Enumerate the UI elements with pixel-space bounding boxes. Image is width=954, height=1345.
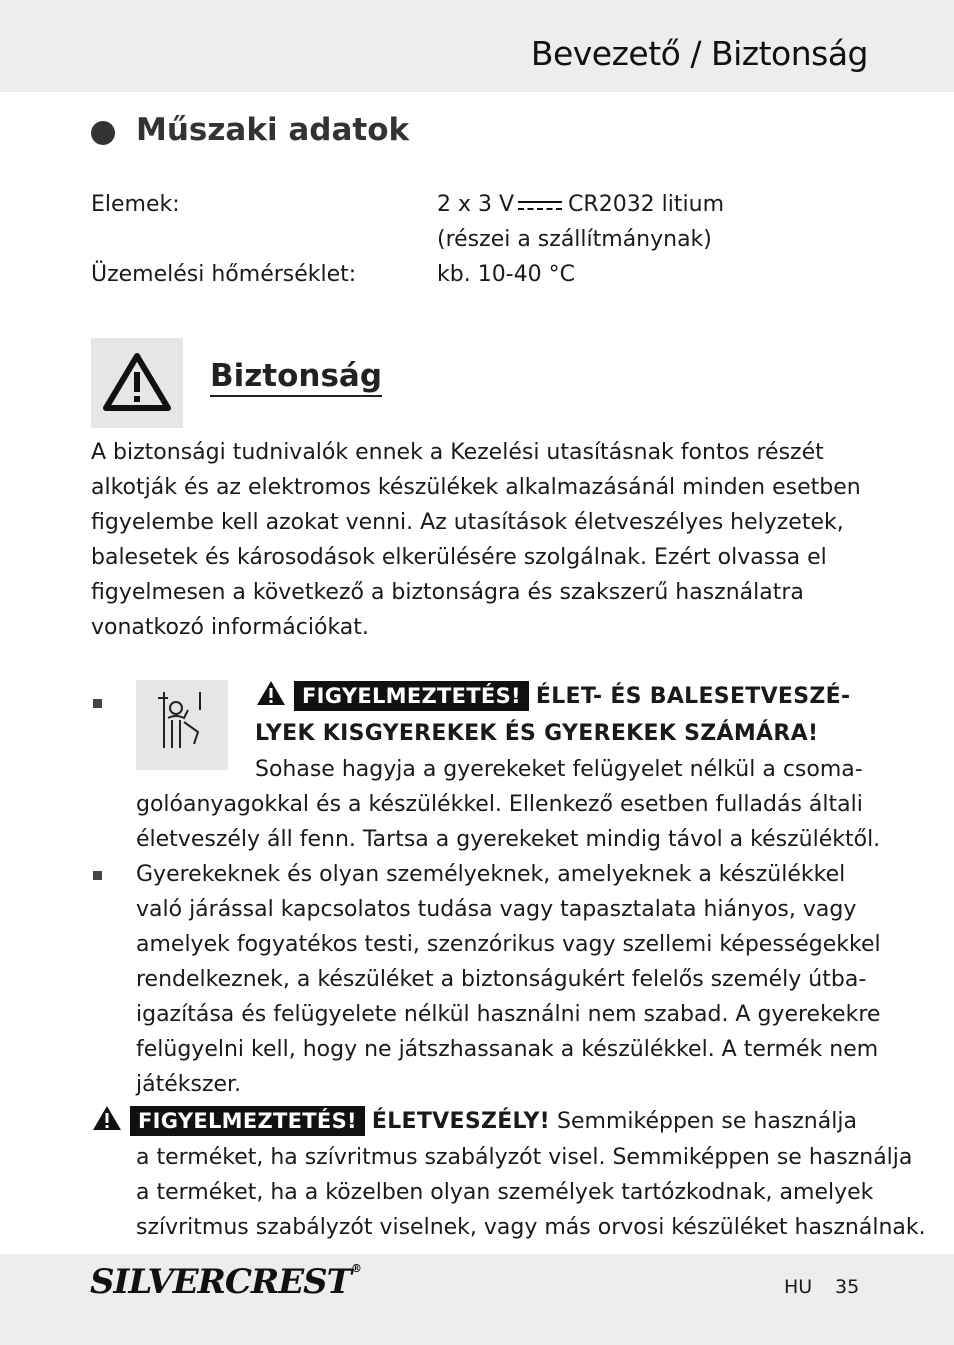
warning-triangle-icon	[255, 679, 287, 707]
page-number: 35	[835, 1276, 860, 1298]
safety-intro	[91, 435, 871, 645]
warning-badge: FIGYELMEZTETÉS!	[294, 681, 529, 711]
warning1-line: Sohase hagyja a gyerekeket felügyelet nélkül a csoma-	[255, 757, 863, 782]
warning2-line: szívritmus szabályzót viselnek, vagy más orvosi készüléket használnak.	[136, 1215, 926, 1240]
bullet2-line: felügyelni kell, hogy ne játszhassanak a készülékkel. A termék nem	[136, 1037, 879, 1062]
warning-triangle-icon	[91, 1104, 123, 1132]
safety-warning-box	[91, 338, 183, 428]
header-title: Bevezető / Biztonság	[530, 34, 868, 73]
warning1-heading: ÉLET- ÉS BALESETVESZÉ-	[535, 684, 851, 709]
bullet2-line: igazítása és felügyelete nélkül használni nem szabad. A gyerekekre	[136, 1002, 881, 1027]
footer-language: HU	[784, 1276, 813, 1298]
intro-line: figyelembe kell azokat venni. Az utasítások életveszélyes helyzetek,	[91, 510, 844, 535]
bullet2-line: amelyek fogyatékos testi, szenzórikus vagy szellemi képességekkel	[136, 932, 881, 957]
warning2-line: a terméket, ha szívritmus szabályzót visel. Semmiképpen se használja	[136, 1145, 913, 1170]
intro-line: balesetek és károsodások elkerülésére szolgálnak. Ezért olvassa el	[91, 545, 827, 570]
spec-label-temperature: Üzemelési hőmérséklet:	[91, 262, 357, 287]
safety-title: Biztonság	[210, 358, 382, 397]
warning-triangle-icon	[103, 352, 171, 412]
brand-name: SILVERCREST	[90, 1262, 351, 1302]
spec-value-batteries	[437, 187, 724, 222]
dc-current-icon	[518, 198, 562, 212]
page-header	[0, 0, 954, 92]
section-bullet-icon	[91, 121, 115, 145]
warning1-line: golóanyagokkal és a készülékkel. Ellenkező esetben fulladás általi	[136, 792, 863, 817]
battery-voltage: 2 x 3 V	[437, 192, 515, 217]
bullet2-line: játékszer.	[136, 1072, 242, 1097]
technical-data-title: Műszaki adatok	[136, 112, 410, 148]
warning1-heading-line2: LYEK KISGYEREKEK ÉS GYEREKEK SZÁMÁRA!	[255, 721, 819, 746]
bullet-square-icon	[93, 699, 102, 708]
warning2-first-line-text: Semmiképpen se használja	[557, 1109, 857, 1134]
spec-value-batteries-note: (részei a szállítmánynak)	[437, 227, 712, 252]
warning2-first-line	[91, 1104, 857, 1139]
intro-line: vonatkozó információkat.	[91, 615, 369, 640]
warning2-heading: ÉLETVESZÉLY!	[371, 1109, 551, 1134]
bullet-square-icon	[93, 871, 102, 880]
intro-line: figyelmesen a következő a biztonságra és szakszerű használatra	[91, 580, 804, 605]
intro-line: alkotják és az elektromos készülékek alkalmazásánál minden esetben	[91, 475, 861, 500]
child-danger-icon	[154, 688, 210, 762]
spec-value-temperature: kb. 10-40 °C	[437, 262, 575, 287]
bullet2-line: való járással kapcsolatos tudása vagy tapasztalata hiányos, vagy	[136, 897, 857, 922]
registered-mark: ®	[350, 1262, 361, 1275]
warning2-line: a terméket, ha a közelben olyan személyek tartózkodnak, amelyek	[136, 1180, 874, 1205]
spec-label-batteries: Elemek:	[91, 192, 180, 217]
brand-logo	[90, 1262, 361, 1302]
bullet2-line: Gyerekeknek és olyan személyeknek, amelyeknek a készülékkel	[136, 862, 846, 887]
warning1-heading-line1	[255, 679, 850, 714]
intro-line: A biztonsági tudnivalók ennek a Kezelési utasításnak fontos részét	[91, 440, 824, 465]
warning-badge: FIGYELMEZTETÉS!	[130, 1106, 365, 1136]
battery-type: CR2032 litium	[568, 192, 725, 217]
bullet2-line: rendelkeznek, a készüléket a biztonságukért felelős személy útba-	[136, 967, 867, 992]
warning1-line: életveszély áll fenn. Tartsa a gyerekeket mindig távol a készüléktől.	[136, 827, 881, 852]
child-danger-box	[136, 680, 228, 770]
